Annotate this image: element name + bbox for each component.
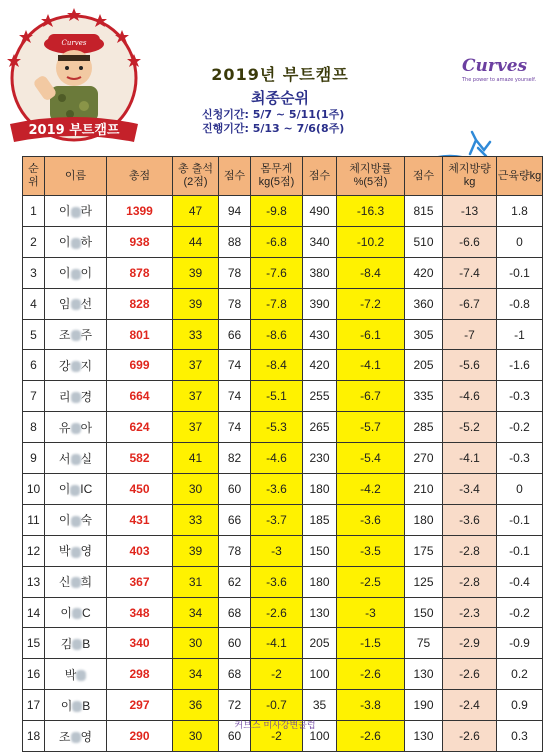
cell-s2: 340 [303, 226, 337, 257]
cell-att: 37 [173, 350, 219, 381]
name-last-char: 지 [80, 358, 93, 373]
name-redaction-mark [72, 639, 82, 650]
cell-att: 37 [173, 381, 219, 412]
cell-total: 367 [107, 566, 173, 597]
cell-s1: 68 [219, 597, 251, 628]
cell-rank: 9 [23, 443, 45, 474]
name-last-char: 라 [80, 204, 93, 219]
cell-muscle: 0 [497, 226, 543, 257]
cell-s1: 62 [219, 566, 251, 597]
cell-att: 44 [173, 226, 219, 257]
table-row [23, 690, 543, 721]
cell-fatp: -5.4 [337, 443, 405, 474]
cell-s2: 205 [303, 628, 337, 659]
table-row [23, 257, 543, 288]
cell-name [45, 443, 107, 474]
cell-s3: 150 [405, 597, 443, 628]
cell-s3: 210 [405, 474, 443, 505]
cell-weight: -2.6 [251, 597, 303, 628]
name-first-char: 이 [58, 482, 71, 497]
cell-name [45, 226, 107, 257]
table-row [23, 443, 543, 474]
cell-att: 39 [173, 535, 219, 566]
bootcamp-badge-icon [4, 6, 144, 156]
cell-total: 938 [107, 226, 173, 257]
cell-muscle: -0.2 [497, 412, 543, 443]
cell-weight: -7.6 [251, 257, 303, 288]
run-period: 진행기간: 5/13 ~ 7/6(8주) [202, 122, 345, 135]
cell-fatkg: -2.9 [443, 628, 497, 659]
cell-rank: 5 [23, 319, 45, 350]
cell-s1: 60 [219, 628, 251, 659]
cell-att: 41 [173, 443, 219, 474]
cell-s3: 125 [405, 566, 443, 597]
cell-weight: -5.3 [251, 412, 303, 443]
cell-att: 36 [173, 690, 219, 721]
table-body [23, 196, 543, 752]
name-last-char: IC [80, 482, 93, 497]
table-row [23, 196, 543, 227]
table-header-row [23, 157, 543, 196]
cell-att: 33 [173, 504, 219, 535]
name-last-char: 희 [80, 575, 93, 590]
name-last-char: 주 [80, 328, 93, 342]
cell-total: 664 [107, 381, 173, 412]
table-row [23, 381, 543, 412]
table-row [23, 566, 543, 597]
cell-name [45, 504, 107, 535]
cell-fatp: -4.1 [337, 350, 405, 381]
cell-att: 39 [173, 257, 219, 288]
cell-rank: 7 [23, 381, 45, 412]
cell-total: 340 [107, 628, 173, 659]
cell-fatkg: -6.6 [443, 226, 497, 257]
table-row [23, 597, 543, 628]
cell-fatp: -7.2 [337, 288, 405, 319]
name-first-char: 박 [58, 544, 71, 559]
cell-fatkg: -2.8 [443, 566, 497, 597]
name-redaction-mark [71, 361, 81, 372]
cell-s3: 815 [405, 196, 443, 227]
name-first-char: 조 [58, 328, 71, 342]
cell-s2: 265 [303, 412, 337, 443]
cell-fatp: -3.5 [337, 535, 405, 566]
cell-s3: 420 [405, 257, 443, 288]
cell-s2: 100 [303, 659, 337, 690]
cell-s3: 335 [405, 381, 443, 412]
cell-s2: 180 [303, 474, 337, 505]
name-first-char: 이 [58, 266, 71, 281]
name-first-char: 강 [58, 358, 71, 373]
cell-att: 31 [173, 566, 219, 597]
cell-rank: 15 [23, 628, 45, 659]
name-last-char: C [81, 606, 91, 621]
cell-muscle: -0.3 [497, 443, 543, 474]
cell-fatp: -5.7 [337, 412, 405, 443]
cell-rank: 16 [23, 659, 45, 690]
table-row [23, 319, 543, 350]
svg-text:Curves: Curves [61, 39, 87, 47]
table-row [23, 474, 543, 505]
cell-weight: -9.8 [251, 196, 303, 227]
name-first-char: 서 [58, 451, 71, 466]
svg-text:2019 부트캠프: 2019 부트캠프 [28, 123, 120, 138]
cell-total: 699 [107, 350, 173, 381]
table-row [23, 504, 543, 535]
cell-s1: 74 [219, 350, 251, 381]
cell-fatp: -2.6 [337, 721, 405, 752]
cell-name [45, 350, 107, 381]
page-header [0, 0, 550, 156]
cell-fatp: -3.8 [337, 690, 405, 721]
cell-s1: 68 [219, 659, 251, 690]
name-last-char: 숙 [80, 513, 93, 528]
table-row [23, 288, 543, 319]
cell-total: 878 [107, 257, 173, 288]
column-header-weight-score: 점수 [303, 157, 337, 196]
cell-s1: 78 [219, 288, 251, 319]
cell-muscle: 0.9 [497, 690, 543, 721]
column-header-fat-percent-score: 점수 [405, 157, 443, 196]
cell-fatkg: -13 [443, 196, 497, 227]
cell-att: 33 [173, 319, 219, 350]
cell-weight: -8.4 [251, 350, 303, 381]
name-last-char: B [82, 636, 91, 651]
table-row [23, 226, 543, 257]
name-last-char: 영 [80, 729, 93, 744]
cell-muscle: -0.9 [497, 628, 543, 659]
cell-att: 30 [173, 721, 219, 752]
cell-name [45, 566, 107, 597]
cell-s2: 430 [303, 319, 337, 350]
cell-name [45, 257, 107, 288]
cell-s3: 285 [405, 412, 443, 443]
name-redaction-mark [71, 269, 81, 280]
column-header-total: 총점 [107, 157, 173, 196]
cell-fatkg: -4.1 [443, 443, 497, 474]
cell-fatkg: -2.6 [443, 721, 497, 752]
cell-s1: 60 [219, 721, 251, 752]
cell-fatkg: -7.4 [443, 257, 497, 288]
cell-s1: 74 [219, 381, 251, 412]
cell-s3: 510 [405, 226, 443, 257]
cell-weight: -7.8 [251, 288, 303, 319]
cell-name [45, 196, 107, 227]
title-block [150, 62, 410, 136]
name-first-char: 이 [60, 698, 73, 713]
cell-att: 34 [173, 597, 219, 628]
cell-s2: 420 [303, 350, 337, 381]
cell-rank: 3 [23, 257, 45, 288]
cell-s3: 270 [405, 443, 443, 474]
cell-att: 39 [173, 288, 219, 319]
cell-rank: 2 [23, 226, 45, 257]
name-first-char: 이 [58, 204, 71, 219]
cell-muscle: -0.4 [497, 566, 543, 597]
cell-att: 30 [173, 474, 219, 505]
name-first-char: 리 [58, 389, 71, 404]
name-last-char: 경 [80, 389, 93, 404]
cell-rank: 10 [23, 474, 45, 505]
cell-weight: -3.6 [251, 566, 303, 597]
cell-rank: 13 [23, 566, 45, 597]
table-row [23, 535, 543, 566]
cell-fatkg: -2.8 [443, 535, 497, 566]
cell-total: 801 [107, 319, 173, 350]
table-row [23, 659, 543, 690]
cell-muscle: 0.2 [497, 659, 543, 690]
cell-s3: 360 [405, 288, 443, 319]
name-redaction-mark [71, 238, 81, 249]
cell-weight: -3 [251, 535, 303, 566]
cell-rank: 11 [23, 504, 45, 535]
cell-s3: 130 [405, 721, 443, 752]
cell-muscle: -1 [497, 319, 543, 350]
name-redaction-mark [70, 485, 80, 496]
cell-rank: 6 [23, 350, 45, 381]
cell-s1: 78 [219, 257, 251, 288]
column-header-attendance-score: 점수 [219, 157, 251, 196]
cell-rank: 17 [23, 690, 45, 721]
column-header-attendance: 총 출석 (2점) [173, 157, 219, 196]
name-redaction-mark [71, 732, 81, 743]
cell-rank: 8 [23, 412, 45, 443]
cell-muscle: 1.8 [497, 196, 543, 227]
cell-s2: 255 [303, 381, 337, 412]
cell-s3: 130 [405, 659, 443, 690]
cell-fatkg: -3.6 [443, 504, 497, 535]
cell-name [45, 288, 107, 319]
cell-muscle: 0 [497, 474, 543, 505]
cell-att: 30 [173, 628, 219, 659]
cell-name [45, 474, 107, 505]
name-first-char: 김 [60, 636, 73, 651]
cell-name [45, 690, 107, 721]
cell-s1: 88 [219, 226, 251, 257]
name-redaction-mark [71, 330, 81, 341]
name-last-char: 하 [80, 235, 93, 250]
cell-fatp: -2.5 [337, 566, 405, 597]
cell-s2: 35 [303, 690, 337, 721]
cell-fatp: -3.6 [337, 504, 405, 535]
cell-muscle: 0.3 [497, 721, 543, 752]
column-header-weight: 몸무게 kg(5점) [251, 157, 303, 196]
cell-muscle: -0.3 [497, 381, 543, 412]
cell-fatkg: -4.6 [443, 381, 497, 412]
name-last-char: 실 [80, 451, 93, 466]
name-first-char: 유 [58, 420, 71, 435]
cell-name [45, 597, 107, 628]
cell-total: 298 [107, 659, 173, 690]
table-row [23, 628, 543, 659]
cell-s3: 75 [405, 628, 443, 659]
cell-fatkg: -2.4 [443, 690, 497, 721]
cell-fatp: -3 [337, 597, 405, 628]
name-redaction-mark [72, 701, 82, 712]
cell-muscle: -0.8 [497, 288, 543, 319]
column-header-muscle: 근육량kg [497, 157, 543, 196]
cell-weight: -4.6 [251, 443, 303, 474]
name-first-char: 조 [58, 729, 71, 744]
table-row [23, 350, 543, 381]
logo-wordmark: Curves [462, 56, 528, 76]
column-header-fat-percent: 체지방률 %(5점) [337, 157, 405, 196]
cell-s3: 190 [405, 690, 443, 721]
cell-s1: 74 [219, 412, 251, 443]
cell-fatp: -8.4 [337, 257, 405, 288]
club-footer: 커브스 미사강변클럽 [234, 721, 316, 731]
name-last-char: 이 [80, 266, 93, 281]
name-last-char: B [82, 698, 91, 713]
cell-total: 297 [107, 690, 173, 721]
cell-weight: -4.1 [251, 628, 303, 659]
name-redaction-mark [71, 392, 81, 403]
cell-fatp: -10.2 [337, 226, 405, 257]
name-redaction-mark [71, 516, 81, 527]
cell-s2: 185 [303, 504, 337, 535]
cell-fatkg: -5.6 [443, 350, 497, 381]
cell-name [45, 659, 107, 690]
cell-fatkg: -5.2 [443, 412, 497, 443]
cell-s2: 150 [303, 535, 337, 566]
name-first-char: 임 [58, 297, 71, 312]
cell-muscle: -0.1 [497, 535, 543, 566]
name-last-char: 선 [80, 297, 93, 312]
cell-s2: 380 [303, 257, 337, 288]
cell-s1: 82 [219, 443, 251, 474]
cell-fatp: -6.7 [337, 381, 405, 412]
cell-name [45, 319, 107, 350]
cell-s2: 490 [303, 196, 337, 227]
page-subtitle: 최종순위 [251, 89, 309, 107]
cell-total: 582 [107, 443, 173, 474]
name-redaction-mark [71, 547, 81, 558]
cell-total: 450 [107, 474, 173, 505]
cell-fatp: -1.5 [337, 628, 405, 659]
cell-s1: 66 [219, 319, 251, 350]
cell-fatp: -4.2 [337, 474, 405, 505]
cell-s2: 100 [303, 721, 337, 752]
cell-total: 1399 [107, 196, 173, 227]
cell-weight: -6.8 [251, 226, 303, 257]
cell-name [45, 412, 107, 443]
cell-name [45, 535, 107, 566]
cell-weight: -3.6 [251, 474, 303, 505]
cell-fatkg: -2.6 [443, 659, 497, 690]
cell-weight: -8.6 [251, 319, 303, 350]
cell-fatkg: -6.7 [443, 288, 497, 319]
cell-att: 34 [173, 659, 219, 690]
cell-total: 348 [107, 597, 173, 628]
name-first-char: 이 [58, 235, 71, 250]
cell-weight: -0.7 [251, 690, 303, 721]
column-header-fat-kg: 체지방량 kg [443, 157, 497, 196]
cell-s2: 230 [303, 443, 337, 474]
ranking-table [22, 156, 543, 752]
cell-weight: -3.7 [251, 504, 303, 535]
cell-s2: 390 [303, 288, 337, 319]
logo-tagline: The power to amaze yourself. [462, 77, 537, 83]
cell-total: 431 [107, 504, 173, 535]
cell-s3: 180 [405, 504, 443, 535]
cell-s1: 66 [219, 504, 251, 535]
name-redaction-mark [71, 299, 81, 310]
name-last-char: 영 [80, 544, 93, 559]
table-row [23, 412, 543, 443]
page-title: 2019년 부트캠프 [211, 65, 349, 84]
signup-period: 신청기간: 5/7 ~ 5/11(1주) [202, 108, 345, 121]
name-redaction-mark [76, 670, 86, 681]
name-redaction-mark [71, 423, 81, 434]
name-first-char: 이 [60, 606, 72, 621]
cell-weight: -2 [251, 721, 303, 752]
cell-name [45, 628, 107, 659]
cell-s2: 130 [303, 597, 337, 628]
cell-fatp: -2.6 [337, 659, 405, 690]
cell-total: 624 [107, 412, 173, 443]
cell-muscle: -1.6 [497, 350, 543, 381]
name-redaction-mark [71, 207, 81, 218]
cell-rank: 1 [23, 196, 45, 227]
column-header-name: 이름 [45, 157, 107, 196]
cell-s3: 175 [405, 535, 443, 566]
name-first-char: 신 [58, 575, 71, 590]
cell-total: 828 [107, 288, 173, 319]
cell-total: 290 [107, 721, 173, 752]
cell-s3: 305 [405, 319, 443, 350]
cell-s1: 72 [219, 690, 251, 721]
cell-s1: 78 [219, 535, 251, 566]
name-redaction-mark [72, 608, 82, 619]
cell-s3: 205 [405, 350, 443, 381]
cell-s1: 60 [219, 474, 251, 505]
name-first-char: 박 [64, 667, 77, 682]
cell-fatkg: -7 [443, 319, 497, 350]
name-redaction-mark [71, 454, 81, 465]
cell-rank: 4 [23, 288, 45, 319]
name-first-char: 이 [58, 513, 71, 528]
column-header-rank: 순위 [23, 157, 45, 196]
cell-s2: 180 [303, 566, 337, 597]
cell-fatp: -16.3 [337, 196, 405, 227]
cell-muscle: -0.1 [497, 504, 543, 535]
cell-s1: 94 [219, 196, 251, 227]
curves-logo [462, 56, 542, 83]
cell-att: 37 [173, 412, 219, 443]
name-redaction-mark [71, 577, 81, 588]
cell-fatp: -6.1 [337, 319, 405, 350]
cell-name [45, 381, 107, 412]
cell-rank: 18 [23, 721, 45, 752]
cell-att: 47 [173, 196, 219, 227]
cell-rank: 14 [23, 597, 45, 628]
cell-total: 403 [107, 535, 173, 566]
cell-rank: 12 [23, 535, 45, 566]
cell-weight: -5.1 [251, 381, 303, 412]
cell-weight: -2 [251, 659, 303, 690]
cell-fatkg: -2.3 [443, 597, 497, 628]
cell-muscle: -0.2 [497, 597, 543, 628]
name-last-char: 아 [80, 420, 93, 435]
cell-fatkg: -3.4 [443, 474, 497, 505]
cell-muscle: -0.1 [497, 257, 543, 288]
